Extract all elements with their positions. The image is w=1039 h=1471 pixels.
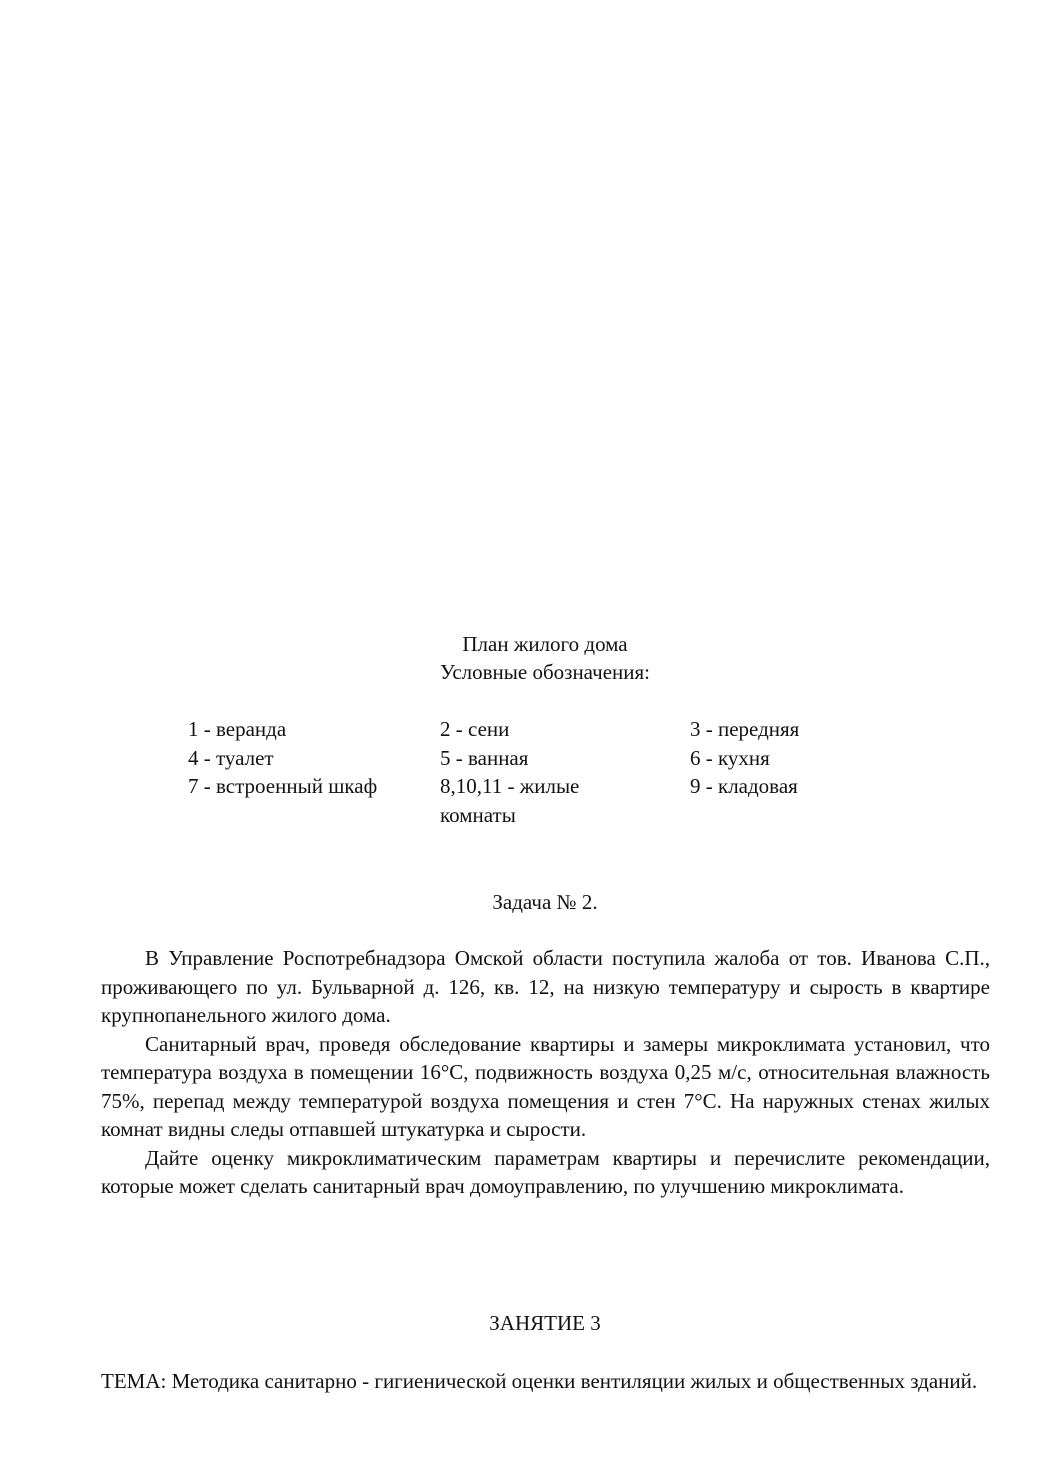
legend-item: 9 - кладовая bbox=[690, 774, 798, 798]
legend-table bbox=[188, 715, 888, 829]
legend-item: 1 - веранда bbox=[188, 717, 287, 741]
lesson-title: ЗАНЯТИЕ 3 bbox=[489, 1311, 601, 1335]
legend-row bbox=[188, 715, 888, 744]
legend-item: 7 - встроенный шкаф bbox=[188, 774, 378, 798]
legend-item: 4 - туалет bbox=[188, 745, 274, 770]
task-title: Задача № 2. bbox=[492, 890, 598, 914]
task-paragraph: Санитарный врач, проведя обследование квартиры и замеры микроклимата установил, что температура воздуха в помещении 16°С, подвижность воздуха 0,25 м/с, относительная влажность 75%, перепад между температурой воздуха помещения и стен 7°С. На наружных стенах жилых комнат видны следы отпавшей штукатурка и сырости. bbox=[101, 1031, 990, 1141]
legend-item: 5 - ванная bbox=[440, 745, 529, 770]
legend-row bbox=[188, 744, 888, 773]
legend-item: 3 - передняя bbox=[690, 717, 800, 741]
legend-title: Условные обозначения: bbox=[439, 660, 651, 684]
legend-item: 8,10,11 - жилые комнаты bbox=[440, 774, 580, 827]
task-text bbox=[101, 944, 990, 1201]
task-paragraph: Дайте оценку микроклиматическим параметрам квартиры и перечислите рекомендации, которые может сделать санитарный врач домоуправлению, по улучшению микроклимата. bbox=[101, 1145, 990, 1198]
legend-item: 2 - сени bbox=[440, 717, 510, 741]
legend-item: 6 - кухня bbox=[690, 745, 770, 770]
task-paragraph: В Управление Роспотребнадзора Омской области поступила жалоба от тов. Иванова С.П., проживающего по ул. Бульварной д. 126, кв. 12, на низкую температуру и сырость в квартире крупнопанельного жилого дома. bbox=[101, 946, 990, 1027]
legend-row bbox=[188, 772, 888, 829]
lesson-theme: ТЕМА: Методика санитарно - гигиенической оценки вентиляции жилых и общественных зданий. bbox=[101, 1369, 978, 1393]
plan-title: План жилого дома bbox=[462, 632, 628, 656]
